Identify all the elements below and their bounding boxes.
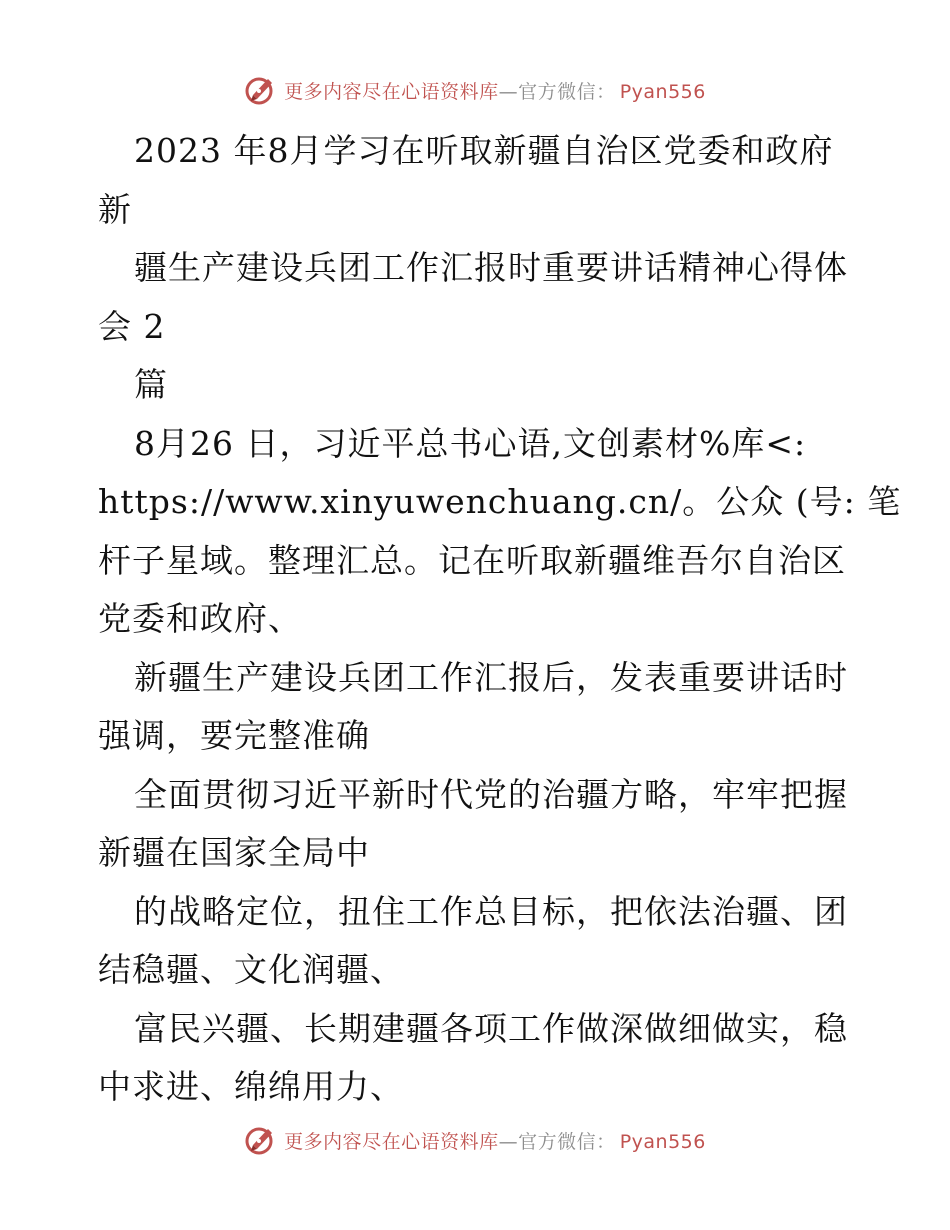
text-line: 2023 年8月学习在听取新疆自治区党委和政府 (134, 131, 834, 170)
banner-text (284, 77, 706, 104)
text-line: 的战略定位，扭住工作总目标，把依法治疆、团 (134, 891, 848, 931)
banner-text (284, 1127, 706, 1154)
text-line: 8月26 日，习近平总书心语,文创素材%库<: (134, 423, 807, 463)
text-line: 篇 (134, 365, 168, 404)
pen-nib-icon (244, 1123, 278, 1157)
text-line: https://www.xinyuwenchuang.cn/。公众 (号: 笔 (98, 482, 902, 521)
text-line: 会 2 (98, 306, 166, 346)
text-line: 中求进、绵绵用力、 (98, 1067, 404, 1106)
text-line: 新疆在国家全局中 (98, 833, 370, 872)
banner-separator: — (498, 1130, 519, 1153)
pen-nib-icon (244, 73, 278, 107)
banner-official-label: 官方微信： (518, 1130, 616, 1153)
banner-wechat-id: Pyan556 (619, 80, 706, 103)
text-line: 富民兴疆、长期建疆各项工作做深做细做实，稳 (134, 1008, 848, 1048)
banner-separator: — (498, 80, 519, 103)
text-line: 新疆生产建设兵团工作汇报后，发表重要讲话时 (134, 657, 848, 697)
text-line: 新 (98, 189, 132, 229)
banner-promo: 更多内容尽在心语资料库 (284, 80, 499, 103)
text-line: 强调，要完整准确 (98, 716, 370, 755)
text-line: 全面贯彻习近平新时代党的治疆方略，牢牢把握 (134, 774, 848, 814)
document-body (98, 122, 902, 1117)
text-line: 疆生产建设兵团工作汇报时重要讲话精神心得体 (134, 248, 848, 287)
banner-wechat-id: Pyan556 (619, 1130, 706, 1153)
footer-banner[interactable] (0, 1120, 950, 1160)
text-line: 党委和政府、 (98, 599, 302, 638)
header-banner[interactable] (0, 70, 950, 110)
text-line: 杆子星域。整理汇总。记在听取新疆维吾尔自治区 (98, 540, 846, 580)
text-line: 结稳疆、文化润疆、 (98, 950, 404, 989)
banner-official-label: 官方微信： (518, 80, 616, 103)
banner-promo: 更多内容尽在心语资料库 (284, 1130, 499, 1153)
